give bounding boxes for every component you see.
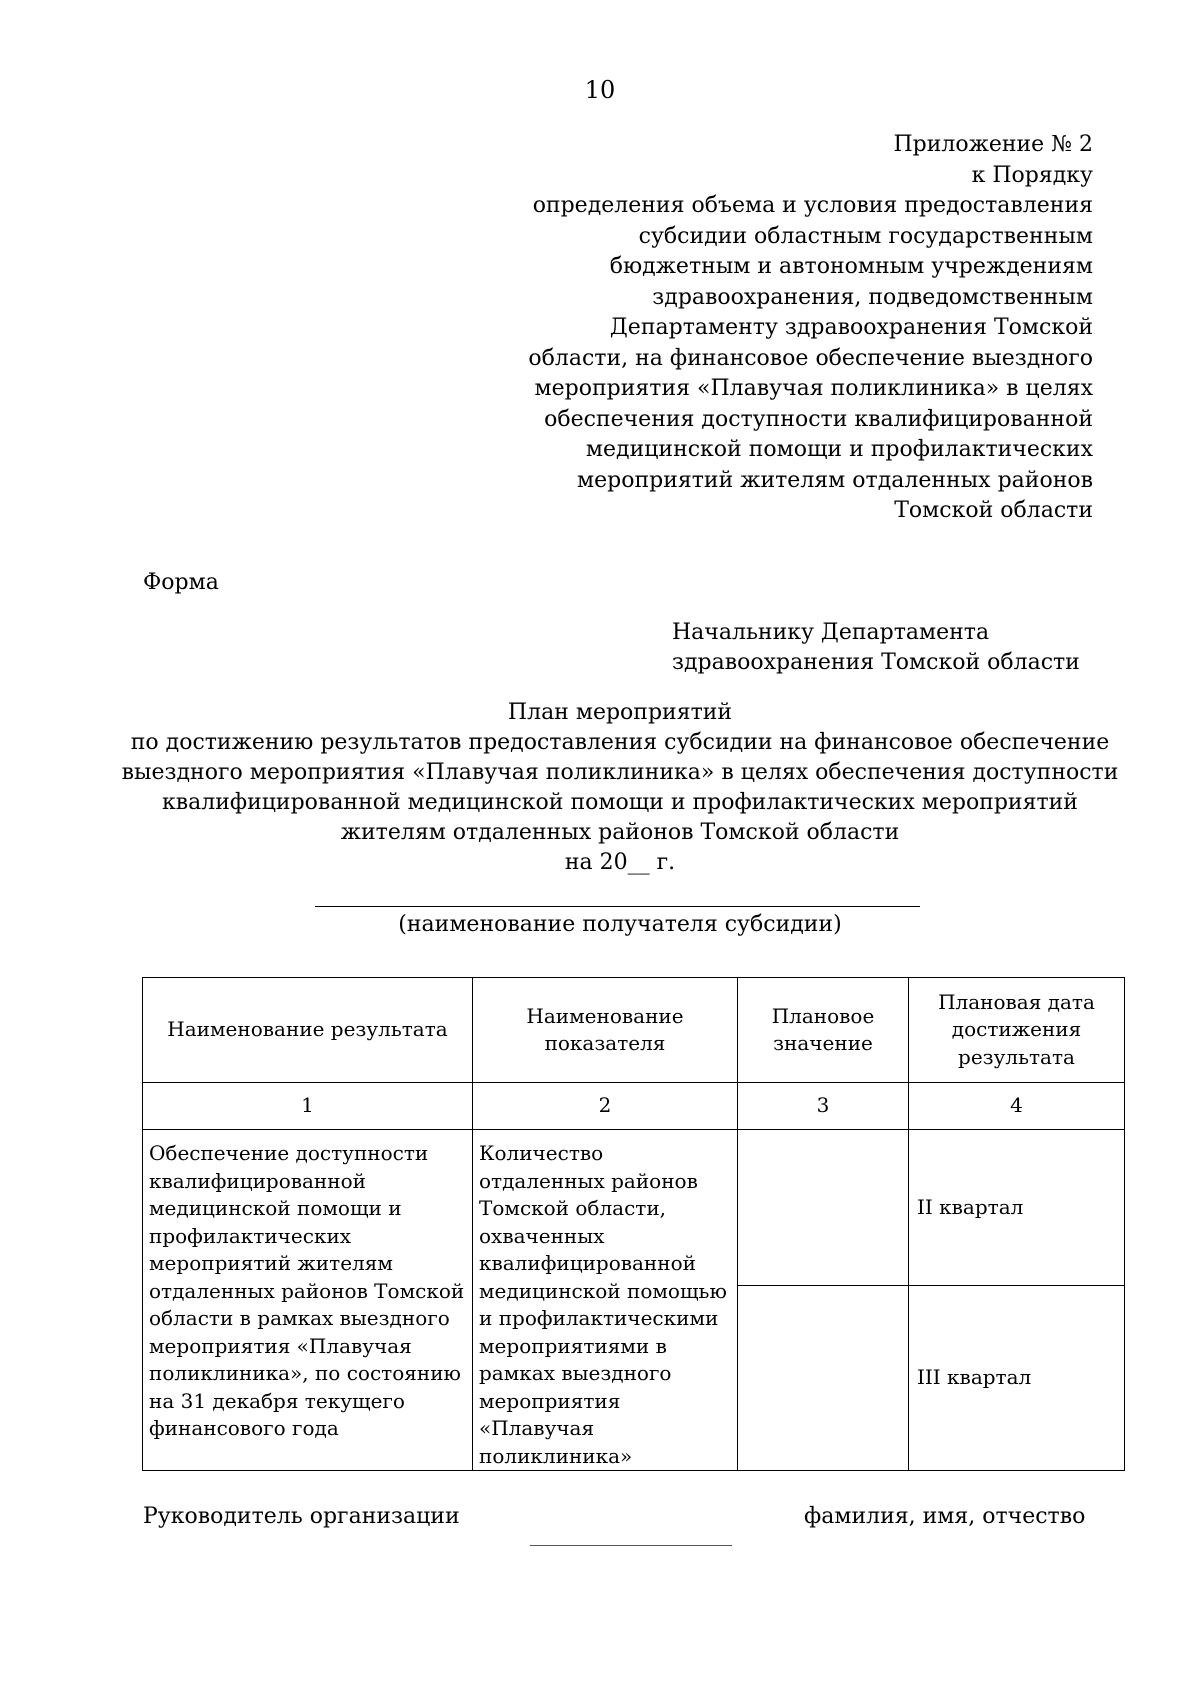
plan-title-line: по достижению результатов предоставления субсидии на финансовое обеспечение xyxy=(130,730,1110,755)
appendix-line: к Порядку xyxy=(971,162,1093,188)
signature-name: фамилия, имя, отчество xyxy=(804,1504,1086,1529)
column-number: 4 xyxy=(909,1083,1125,1130)
signature-blank-line xyxy=(530,1545,732,1546)
appendix-line: области, на финансовое обеспечение выездного xyxy=(528,345,1093,371)
planned-date-cell: III квартал xyxy=(909,1286,1125,1471)
appendix-line: здравоохранения, подведомственным xyxy=(652,284,1093,310)
page-number: 10 xyxy=(584,76,616,104)
addressee-line: Начальнику Департамента xyxy=(672,620,990,645)
table-number-row xyxy=(143,1083,1125,1130)
header-planned-value: Плановое значение xyxy=(738,978,909,1083)
appendix-line: медицинской помощи и профилактических xyxy=(585,437,1093,462)
addressee xyxy=(672,618,1080,678)
plan-title-line: на 20__ г. xyxy=(564,850,676,875)
signature-label: Руководитель организации xyxy=(143,1504,460,1529)
addressee-line: здравоохранения Томской области xyxy=(672,650,1080,675)
indicator-name-cell: Количество отдаленных районов Томской области, охваченных квалифицированной медицинской помощью и профилактическими мероприятиями в рамках выездного мероприятия «Плавучая поликлиника» xyxy=(473,1130,738,1471)
header-result-name: Наименование результата xyxy=(143,978,473,1083)
planned-value-cell xyxy=(738,1130,909,1286)
appendix-line: мероприятия «Плавучая поликлиника» в целях xyxy=(534,376,1093,401)
column-number: 2 xyxy=(473,1083,738,1130)
plan-title-line: квалифицированной медицинской помощи и профилактических мероприятий xyxy=(162,790,1078,815)
plan-title-line: жителям отдаленных районов Томской области xyxy=(340,820,900,845)
plan-title-line: выездного мероприятия «Плавучая поликлиника» в целях обеспечения доступности xyxy=(121,760,1119,785)
column-number: 3 xyxy=(738,1083,909,1130)
appendix-line: определения объема и условия предоставления xyxy=(532,193,1093,218)
plan-table xyxy=(142,977,1125,1471)
planned-date-cell: II квартал xyxy=(909,1130,1125,1286)
table-header-row xyxy=(143,978,1125,1083)
result-name-cell: Обеспечение доступности квалифицированной медицинской помощи и профилактических мероприятий жителям отдаленных районов Томской области в рамках выездного мероприятия «Плавучая поликлиника», по состоянию на 31 декабря текущего финансового года xyxy=(143,1130,473,1471)
appendix-line: Приложение № 2 xyxy=(893,132,1093,157)
appendix-line: субсидии областным государственным xyxy=(638,223,1093,249)
plan-title xyxy=(100,698,1140,878)
appendix-line: Томской области xyxy=(894,498,1093,523)
plan-title-line: План мероприятий xyxy=(507,700,733,725)
planned-value-cell xyxy=(738,1286,909,1471)
recipient-blank-line xyxy=(315,906,920,907)
form-label: Форма xyxy=(143,570,219,595)
header-planned-date: Плановая дата достижения результата xyxy=(909,978,1125,1083)
header-indicator-name: Наименование показателя xyxy=(473,978,738,1083)
table-row xyxy=(143,1130,1125,1286)
recipient-caption: (наименование получателя субсидии) xyxy=(398,912,842,937)
appendix-line: Департаменту здравоохранения Томской xyxy=(609,315,1093,340)
appendix-line: бюджетным и автономным учреждениям xyxy=(609,254,1093,279)
appendix-line: мероприятий жителям отдаленных районов xyxy=(576,467,1093,493)
appendix-header xyxy=(473,130,1093,527)
column-number: 1 xyxy=(143,1083,473,1130)
appendix-line: обеспечения доступности квалифицированной xyxy=(544,406,1093,432)
